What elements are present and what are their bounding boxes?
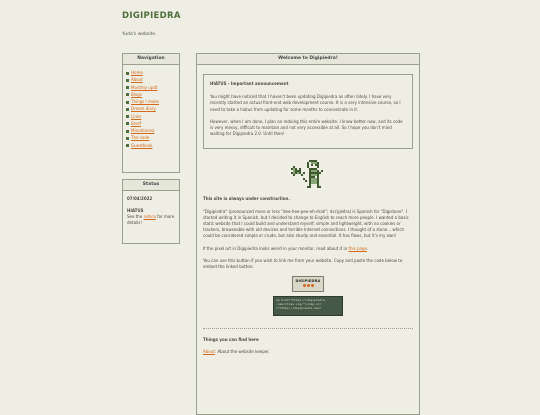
about-text: : About the website keeper. (214, 349, 270, 355)
nav-item-blogs[interactable] (126, 91, 179, 98)
banner-label: DIGIPIEDRA (295, 279, 321, 284)
bullet-icon (126, 72, 129, 75)
pixel-art-suffix: . (366, 245, 369, 251)
nav-link-monthly-updt[interactable]: Monthly updt (131, 84, 158, 90)
nav-link-home[interactable]: Home (131, 70, 143, 75)
navigation-panel (122, 53, 180, 173)
bullet-icon (126, 101, 129, 104)
bullet-icon (126, 79, 129, 82)
status-panel (122, 179, 180, 244)
bullet-icon (126, 115, 129, 118)
status-heading: Status (123, 180, 179, 191)
button-paragraph: You can use this button if you wish to link me from your website. Copy and paste the code below to embed the linked button: (203, 257, 403, 270)
embed-code-line: <a href="https://digipiedra (276, 298, 325, 303)
pixel-art-prefix: If the pixel art in Digipiedra looks weird in your monitor, read about it in (203, 245, 348, 251)
notice-paragraph-1: You might have noticed that I haven't been updating Digipiedra as often lately. I have very recently started an actual front-end web development course. It is a very intensive course, so I need to take a hiatus from updating for some months to concentrate in it. (210, 94, 401, 112)
construction-notice: This site is always under construction. (203, 196, 290, 202)
site-title: DIGIPIEDRA (122, 11, 181, 21)
main-heading: Welcome to Digipiedra! (197, 54, 419, 65)
bullet-icon (126, 130, 129, 133)
nav-item-the-code[interactable] (126, 134, 179, 141)
things-title: Things you can find here (203, 337, 259, 343)
button-area (203, 276, 413, 316)
bullet-icon (126, 93, 129, 96)
notice-title: HIATUS - Important announcement (210, 81, 289, 86)
nav-item-links[interactable] (126, 113, 179, 120)
nav-link-things-i-make[interactable]: Things I make (131, 99, 159, 104)
nav-link-the-code[interactable]: The code (131, 135, 150, 141)
main-panel (196, 53, 420, 415)
nav-link-blogs[interactable]: Blogs (131, 91, 142, 97)
divider (203, 328, 413, 329)
about-link[interactable]: About (203, 349, 215, 355)
status-note-suffix: for more details! (127, 214, 175, 225)
nav-link-about[interactable]: About (131, 77, 143, 83)
nav-link-links[interactable]: Links (131, 113, 142, 119)
pixel-art-paragraph (203, 246, 413, 252)
mascot-pixel-art (289, 158, 327, 190)
status-note-prefix: See the (127, 214, 143, 219)
digipiedra-banner-button[interactable] (292, 276, 324, 292)
nav-item-guestbook[interactable] (126, 142, 179, 149)
banner-dots (293, 284, 323, 288)
intro-paragraph: "Digipiedra" (pronounced more or less "dee-hee-pee-eh-drah"; dxi'pjeðra) is Spanish for "Digistone". I started writing it in Spanish, but I decided to change to English to reach more people. I wanted a basic static website that I could build and understand myself; simple and lightweight, with no cookies or trackers, browseable with old devices and terrible Internet connections. I thought of a stone... which could be considered simple or crude, but also sturdy and essential. It has flaws, but it's my own! (203, 208, 409, 239)
bullet-icon (126, 137, 129, 140)
navigation-heading: Navigation (123, 54, 179, 65)
bullet-icon (126, 86, 129, 89)
nav-item-dream-diary[interactable] (126, 105, 179, 112)
nav-item-things-i-make[interactable] (126, 98, 179, 105)
pixel-art-link[interactable]: this page (348, 245, 367, 251)
embed-code-line: ="https://digipiedra.neoc (276, 306, 322, 311)
about-entry (203, 349, 413, 355)
navigation-list (123, 65, 179, 149)
embed-code-box[interactable] (273, 296, 343, 316)
hiatus-notice (203, 74, 413, 149)
nav-link-shelf[interactable]: Shelf (131, 120, 142, 126)
embed-code-line: .neocities.org/"><img src (276, 302, 322, 307)
status-note (127, 214, 176, 226)
nav-link-miscellanea[interactable]: Miscellanea (131, 128, 155, 133)
notice-paragraph-2: However, when I am done, I plan on redoing this entire website. I know better now, and its code is very messy, difficult to maintain and not very accessible at all. So I hope you don't mind waiting for Digipiedra 2.0. Until then! (210, 118, 403, 137)
bullet-icon (126, 144, 129, 147)
nav-item-miscellanea[interactable] (126, 127, 179, 134)
nav-item-monthly-updt[interactable] (126, 84, 179, 91)
status-date: 07/04/2022 (127, 196, 153, 201)
site-subtitle: Yuda's website. (122, 32, 157, 37)
nav-item-about[interactable] (126, 76, 179, 83)
nav-link-guestbook[interactable]: Guestbook (131, 142, 153, 148)
bullet-icon (126, 108, 129, 111)
notice-link[interactable]: notice (143, 214, 156, 219)
status-state: HIATUS (127, 208, 144, 213)
bullet-icon (126, 122, 129, 125)
nav-link-dream-diary[interactable]: Dream diary (131, 106, 156, 112)
nav-item-shelf[interactable] (126, 120, 179, 127)
nav-item-home[interactable] (126, 69, 179, 76)
